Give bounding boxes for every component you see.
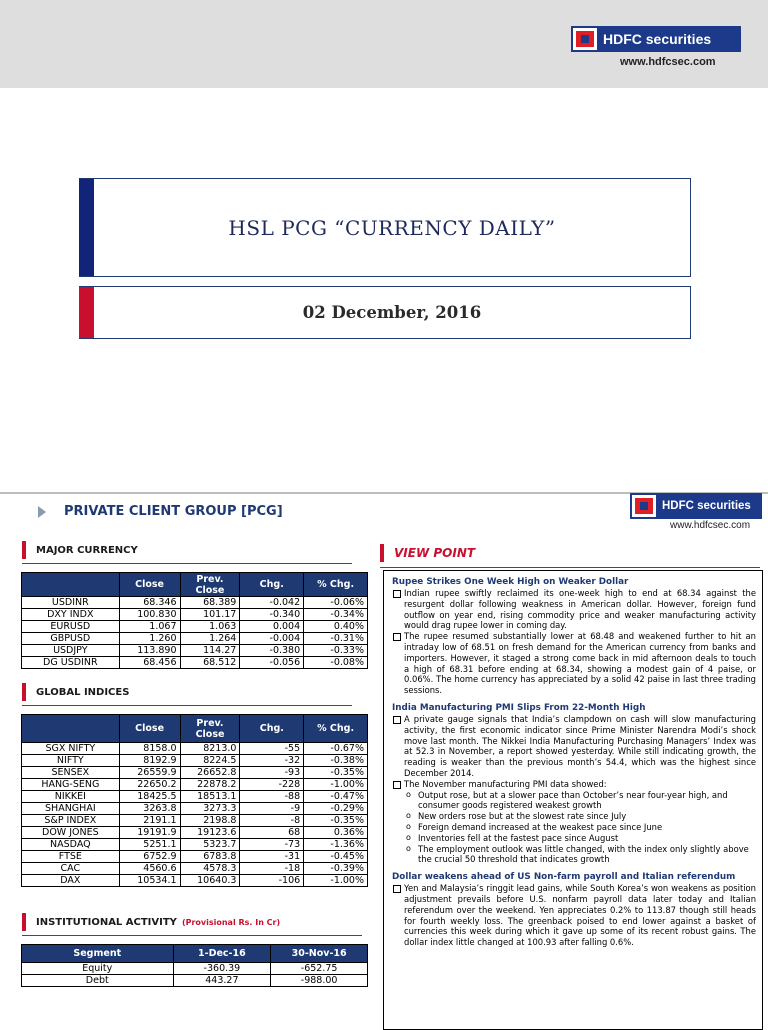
table-row — [22, 875, 368, 887]
table-cell: 26559.9 — [119, 767, 180, 779]
table-cell: 68.456 — [119, 657, 180, 669]
table-cell: -0.38% — [304, 755, 368, 767]
row-label: USDJPY — [22, 645, 120, 657]
table-cell: -0.08% — [304, 657, 368, 669]
table-cell: 3263.8 — [119, 803, 180, 815]
heading-underline — [22, 705, 352, 706]
hdfc-logo-icon — [632, 495, 656, 517]
global-indices-title: GLOBAL INDICES — [36, 686, 130, 698]
table-cell: -1.00% — [304, 779, 368, 791]
major-currency-title: MAJOR CURRENCY — [36, 544, 138, 556]
table-cell: -88 — [240, 791, 304, 803]
table-cell: 113.890 — [119, 645, 180, 657]
row-label: DOW JONES — [22, 827, 120, 839]
table-cell: 1.264 — [180, 633, 240, 645]
heading-underline — [22, 563, 352, 564]
table-cell: -93 — [240, 767, 304, 779]
table-cell: 100.830 — [119, 609, 180, 621]
table-cell: -988.00 — [271, 975, 368, 987]
table-cell: 10640.3 — [180, 875, 240, 887]
website-url: www.hdfcsec.com — [620, 56, 716, 68]
table-cell: -0.35% — [304, 767, 368, 779]
row-label: EURUSD — [22, 621, 120, 633]
table-row — [22, 975, 368, 987]
table-cell: -0.29% — [304, 803, 368, 815]
table-cell: -0.39% — [304, 863, 368, 875]
view-point-heading — [380, 544, 475, 562]
table-cell: -652.75 — [271, 963, 368, 975]
table-cell: -1.36% — [304, 839, 368, 851]
column-header: Close — [119, 573, 180, 597]
row-label: SENSEX — [22, 767, 120, 779]
table-cell: 19123.6 — [180, 827, 240, 839]
table-cell: 68.512 — [180, 657, 240, 669]
heading-accent — [22, 541, 26, 559]
row-label: DAX — [22, 875, 120, 887]
hdfc-logo-icon — [573, 28, 597, 50]
table-cell: 101.17 — [180, 609, 240, 621]
report-title: HSL PCG “CURRENCY DAILY” — [228, 215, 556, 240]
table-cell: -0.34% — [304, 609, 368, 621]
table-cell: 8224.5 — [180, 755, 240, 767]
content-slide — [0, 494, 768, 1024]
table-row — [22, 743, 368, 755]
column-header — [22, 715, 120, 743]
table-cell: 18513.1 — [180, 791, 240, 803]
table-cell: 5251.1 — [119, 839, 180, 851]
row-label: S&P INDEX — [22, 815, 120, 827]
website-url-small: www.hdfcsec.com — [670, 520, 751, 531]
table-cell: -0.35% — [304, 815, 368, 827]
sub-bullet: o Foreign demand increased at the weakest pace since June — [392, 822, 756, 833]
group-title: PRIVATE CLIENT GROUP [PCG] — [64, 504, 283, 519]
section-title: Dollar weakens ahead of US Non-farm payroll and Italian referendum — [392, 872, 736, 883]
hdfc-logo-small — [630, 493, 762, 519]
table-cell: -32 — [240, 755, 304, 767]
table-cell: -0.47% — [304, 791, 368, 803]
sub-bullet: o Output rose, but at a slower pace than October’s near four-year high, and consumer goods registered weakest growth — [392, 790, 756, 812]
table-cell: -0.004 — [240, 633, 304, 645]
column-header: Chg. — [240, 573, 304, 597]
column-header: 1-Dec-16 — [173, 945, 271, 963]
table-cell: 4560.6 — [119, 863, 180, 875]
section-title: Rupee Strikes One Week High on Weaker Dollar — [392, 577, 629, 587]
table-cell: -106 — [240, 875, 304, 887]
table-cell: 19191.9 — [119, 827, 180, 839]
column-header: Prev. Close — [180, 715, 240, 743]
hdfc-logo — [571, 26, 741, 52]
major-currency-heading — [22, 541, 352, 559]
table-cell: 0.36% — [304, 827, 368, 839]
date-box — [79, 286, 691, 339]
table-cell: -0.06% — [304, 597, 368, 609]
row-label: NIKKEI — [22, 791, 120, 803]
bullet-paragraph: Indian rupee swiftly reclaimed its one-week high to end at 68.34 against the resurgent dollar following weakness in American dollar. However, foreign fund outflow on year end, rising commodity price and weaker manufacturing activity would drag rupee lower in coming day. — [392, 588, 756, 631]
title-accent-bar — [79, 179, 94, 276]
table-row — [22, 767, 368, 779]
bullet-paragraph: Yen and Malaysia’s ringgit lead gains, while South Korea’s won weakens as position adjustment prevails before U.S. nonfarm payroll data later today and Italian referendum over the weekend. Yen appreciates 0.2% to 113.87 though still heads for fourth weekly loss. The greenback poised to end lower against a basket of currencies this week during which it gave up some of its recent robust gains. The dollar index little changed at 100.93 after falling 0.6%. — [392, 883, 756, 948]
institutional-table — [21, 944, 368, 987]
table-cell: 3273.3 — [180, 803, 240, 815]
table-row — [22, 963, 368, 975]
table-row — [22, 863, 368, 875]
table-cell: 68 — [240, 827, 304, 839]
table-row — [22, 621, 368, 633]
table-cell: 1.063 — [180, 621, 240, 633]
column-header: Segment — [22, 945, 174, 963]
bullet-paragraph: The rupee resumed substantially lower at 68.48 and weakened further to hit an intraday low of 68.51 on fresh demand for the American currency from banks and importers. However, it staged a strong come back in mid afternoon deals to touch a high of 68.31 before ending at 68.34, showing a modest gain of 4 paise, or 0.06%. The home currency has appreciated by a solid 42 paise in last three trading sessions. — [392, 631, 756, 696]
table-cell: 1.260 — [119, 633, 180, 645]
table-cell: 18425.5 — [119, 791, 180, 803]
table-cell: 22650.2 — [119, 779, 180, 791]
sub-bullet: o The employment outlook was little changed, with the index only slightly above the crucial 50 threshold that indicates growth — [392, 844, 756, 866]
title-box — [79, 178, 691, 277]
table-cell: -0.380 — [240, 645, 304, 657]
date-accent-bar — [79, 287, 94, 338]
row-label: FTSE — [22, 851, 120, 863]
column-header: % Chg. — [304, 715, 368, 743]
section-title: India Manufacturing PMI Slips From 22-Month High — [392, 702, 646, 713]
heading-underline — [380, 567, 760, 568]
table-cell: 8158.0 — [119, 743, 180, 755]
play-triangle-icon — [38, 506, 46, 518]
table-cell: -1.00% — [304, 875, 368, 887]
table-cell: -55 — [240, 743, 304, 755]
column-header: Chg. — [240, 715, 304, 743]
table-cell: 6752.9 — [119, 851, 180, 863]
row-label: DXY INDX — [22, 609, 120, 621]
row-label: SGX NIFTY — [22, 743, 120, 755]
table-cell: 1.067 — [119, 621, 180, 633]
table-cell: 4578.3 — [180, 863, 240, 875]
institutional-note: (Provisional Rs. In Cr) — [181, 917, 281, 927]
table-cell: 8192.9 — [119, 755, 180, 767]
view-point-box — [383, 570, 763, 1030]
report-date: 02 December, 2016 — [302, 303, 482, 322]
heading-accent — [22, 683, 26, 701]
row-label: DG USDINR — [22, 657, 120, 669]
column-header: Prev. Close — [180, 573, 240, 597]
table-row — [22, 645, 368, 657]
heading-underline — [22, 935, 362, 936]
table-cell: -9 — [240, 803, 304, 815]
table-row — [22, 839, 368, 851]
column-header: Close — [119, 715, 180, 743]
column-header: 30-Nov-16 — [271, 945, 368, 963]
table-cell: 2198.8 — [180, 815, 240, 827]
table-row — [22, 791, 368, 803]
group-header — [38, 504, 283, 519]
table-cell: 6783.8 — [180, 851, 240, 863]
row-label: HANG-SENG — [22, 779, 120, 791]
row-label: CAC — [22, 863, 120, 875]
institutional-heading — [22, 913, 362, 931]
table-cell: 443.27 — [173, 975, 271, 987]
table-cell: 68.389 — [180, 597, 240, 609]
table-cell: 10534.1 — [119, 875, 180, 887]
row-label: GBPUSD — [22, 633, 120, 645]
table-row — [22, 779, 368, 791]
row-label: USDINR — [22, 597, 120, 609]
table-cell: -0.31% — [304, 633, 368, 645]
row-label: Equity — [22, 963, 174, 975]
table-cell: -228 — [240, 779, 304, 791]
table-cell: -18 — [240, 863, 304, 875]
table-cell: -8 — [240, 815, 304, 827]
column-header: % Chg. — [304, 573, 368, 597]
table-cell: -0.67% — [304, 743, 368, 755]
table-row — [22, 815, 368, 827]
global-indices-heading — [22, 683, 352, 701]
row-label: Debt — [22, 975, 174, 987]
table-cell: -0.056 — [240, 657, 304, 669]
table-cell: 5323.7 — [180, 839, 240, 851]
table-cell: 114.27 — [180, 645, 240, 657]
table-cell: 8213.0 — [180, 743, 240, 755]
global-indices-table — [21, 714, 368, 887]
institutional-title: INSTITUTIONAL ACTIVITY — [36, 916, 177, 928]
sub-bullet: o New orders rose but at the slowest rate since July — [392, 811, 756, 822]
table-cell: 0.40% — [304, 621, 368, 633]
table-cell: -0.33% — [304, 645, 368, 657]
table-row — [22, 633, 368, 645]
table-cell: 26652.8 — [180, 767, 240, 779]
row-label: NIFTY — [22, 755, 120, 767]
table-cell: -73 — [240, 839, 304, 851]
row-label: SHANGHAI — [22, 803, 120, 815]
table-row — [22, 755, 368, 767]
view-point-title: VIEW POINT — [394, 546, 476, 560]
table-cell: 22878.2 — [180, 779, 240, 791]
heading-accent — [380, 544, 384, 562]
table-cell: -0.45% — [304, 851, 368, 863]
table-cell: -360.39 — [173, 963, 271, 975]
column-header — [22, 573, 120, 597]
row-label: NASDAQ — [22, 839, 120, 851]
cover-slide — [0, 0, 768, 492]
bullet-paragraph: A private gauge signals that India’s clampdown on cash will slow manufacturing activity, the first economic indicator since Prime Minister Narendra Modi’s shock move last month. The Nikkei India Manufacturing Purchasing Managers’ Index was at 52.3 in November, a report showed yesterday. While still indicating growth, the reading is weaker than the previous month’s 54.4, which was the highest since December 2014. — [392, 714, 756, 779]
bullet-paragraph: The November manufacturing PMI data showed: — [392, 779, 756, 790]
table-row — [22, 851, 368, 863]
brand-name: HDFC securities — [603, 31, 712, 47]
table-cell: 0.004 — [240, 621, 304, 633]
table-row — [22, 657, 368, 669]
table-cell: -0.042 — [240, 597, 304, 609]
major-currency-table — [21, 572, 368, 669]
table-cell: -0.340 — [240, 609, 304, 621]
sub-bullet: o Inventories fell at the fastest pace since August — [392, 833, 756, 844]
table-cell: -31 — [240, 851, 304, 863]
brand-name-small: HDFC securities — [662, 500, 751, 512]
table-cell: 68.346 — [119, 597, 180, 609]
table-row — [22, 827, 368, 839]
table-row — [22, 597, 368, 609]
table-row — [22, 803, 368, 815]
table-row — [22, 609, 368, 621]
heading-accent — [22, 913, 26, 931]
table-cell: 2191.1 — [119, 815, 180, 827]
